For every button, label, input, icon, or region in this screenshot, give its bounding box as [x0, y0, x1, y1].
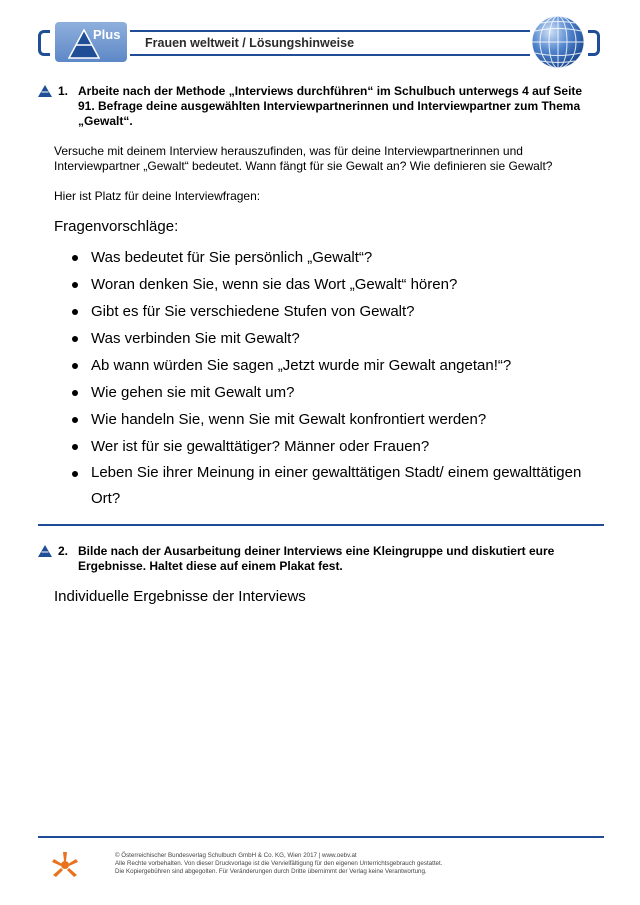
list-item: Ab wann würden Sie sagen „Jetzt wurde mir Gewalt angetan!“?	[54, 352, 594, 379]
header-bracket-left	[38, 30, 50, 56]
header-rule-top	[130, 30, 530, 32]
task-1-intro: Versuche mit deinem Interview herauszufinden, was für deine Interviewpartnerinnen und Interviewpartner „Gewalt“ bedeutet. Wann fängt für sie Gewalt an? Wie definieren sie Gewalt?	[54, 144, 553, 173]
footer-line: Alle Rechte vorbehalten. Von dieser Druckvorlage ist die Vervielfältigung für den eigenen Unterrichtsgebrauch gestattet.	[115, 860, 443, 867]
list-item: Wer ist für sie gewalttätiger? Männer oder Frauen?	[54, 433, 594, 460]
task-triangle-icon	[38, 545, 52, 557]
logo-text: Plus	[93, 27, 121, 42]
footer-copyright	[115, 852, 595, 876]
task-triangle-icon	[38, 85, 52, 97]
footer-divider	[38, 836, 604, 838]
list-item: Wie gehen sie mit Gewalt um?	[54, 379, 594, 406]
task-1-space-note: Hier ist Platz für deine Interviewfragen:	[54, 189, 261, 203]
page-header	[0, 0, 640, 72]
suggestions-heading: Fragenvorschläge:	[54, 218, 179, 235]
header-rule-bottom	[130, 54, 530, 56]
list-item: Was verbinden Sie mit Gewalt?	[54, 325, 594, 352]
header-bracket-right	[588, 30, 600, 56]
footer-line: Die Kopiergebühren sind abgegolten. Für Veränderungen durch Dritte übernimmt der Verlag keine Verantwortung.	[115, 868, 427, 875]
task-1-number: 1.	[58, 84, 69, 98]
plus-logo	[55, 22, 127, 62]
page-title: Frauen weltweit / Lösungshinweise	[145, 36, 355, 50]
question-list	[54, 244, 594, 512]
task-2-number: 2.	[58, 544, 69, 558]
oebv-logo-icon	[50, 850, 80, 880]
list-item: Was bedeutet für Sie persönlich „Gewalt“?	[54, 244, 594, 271]
list-item: Gibt es für Sie verschiedene Stufen von Gewalt?	[54, 298, 594, 325]
list-item: Wie handeln Sie, wenn Sie mit Gewalt konfrontiert werden?	[54, 406, 594, 433]
list-item: Woran denken Sie, wenn sie das Wort „Gewalt“ hören?	[54, 271, 594, 298]
task-1	[38, 84, 598, 132]
task-2-instruction: Bilde nach der Ausarbeitung deiner Interviews eine Kleingruppe und diskutiert eure Ergebnisse. Haltet diese auf einem Plakat fest.	[78, 544, 555, 573]
task-2	[38, 544, 598, 576]
task-1-instruction: Arbeite nach der Methode „Interviews durchführen“ im Schulbuch unterwegs 4 auf Seite 91. Befrage deine ausgewählten Interviewpartnerinnen und Interviewpartner zum Thema „Gewalt“.	[78, 84, 583, 128]
list-item: Leben Sie ihrer Meinung in einer gewalttätigen Stadt/ einem gewalttätigen Ort?	[54, 460, 594, 512]
footer-line: © Österreichischer Bundesverlag Schulbuch GmbH & Co. KG, Wien 2017 | www.oebv.at	[115, 852, 357, 859]
task-2-answer: Individuelle Ergebnisse der Interviews	[54, 588, 306, 605]
section-divider	[38, 524, 604, 526]
globe-icon	[530, 14, 586, 70]
